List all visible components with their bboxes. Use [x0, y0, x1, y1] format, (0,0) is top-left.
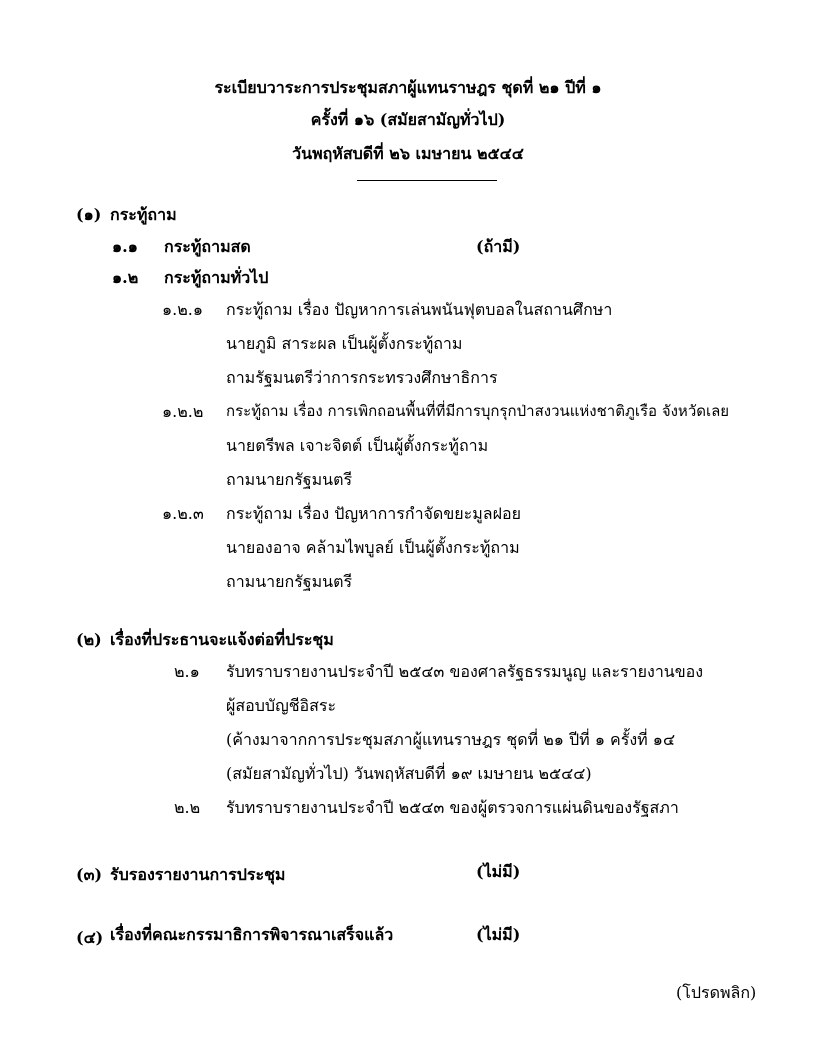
section-1-1-note: (ถ้ามี) — [476, 237, 521, 256]
section-1-2-number: ๑.๒ — [112, 268, 139, 287]
section-3-number: (๓) — [76, 865, 103, 884]
section-1-1-number: ๑.๑ — [112, 237, 138, 256]
item-1-2-3-asker: นายองอาจ คล้ามไพบูลย์ เป็นผู้ตั้งกระทู้ถาม — [226, 538, 520, 557]
section-2-1-line-2: ผู้สอบบัญชีอิสระ — [226, 696, 337, 715]
item-1-2-3-number: ๑.๒.๓ — [162, 504, 204, 523]
section-2-1-number: ๒.๑ — [174, 662, 200, 681]
header-divider — [357, 180, 497, 181]
section-1-1-title: กระทู้ถามสด — [164, 237, 251, 256]
section-2-number: (๒) — [76, 630, 102, 649]
section-2-1-line-3: (ค้างมาจากการประชุมสภาผู้แทนราษฎร ชุดที่ ๒๑ ปีที่ ๑ ครั้งที่ ๑๔ — [226, 730, 676, 749]
section-1-title: กระทู้ถาม — [110, 205, 177, 224]
item-1-2-1-addressee: ถามรัฐมนตรีว่าการกระทรวงศึกษาธิการ — [226, 368, 498, 387]
item-1-2-2-subject: กระทู้ถาม เรื่อง การเพิกถอนพื้นที่ที่มีการบุกรุกป่าสงวนแห่งชาติภูเรือ จังหวัดเลย — [226, 402, 730, 420]
item-1-2-1-asker: นายภูมิ สาระผล เป็นผู้ตั้งกระทู้ถาม — [226, 334, 463, 353]
section-3-note: (ไม่มี) — [476, 862, 521, 881]
turn-page-note: (โปรดพลิก) — [676, 983, 757, 1002]
section-4-number: (๔) — [76, 928, 104, 947]
item-1-2-3-subject: กระทู้ถาม เรื่อง ปัญหาการกำจัดขยะมูลฝอย — [226, 504, 521, 523]
section-1-2-title: กระทู้ถามทั่วไป — [164, 268, 269, 287]
header-line-1: ระเบียบวาระการประชุมสภาผู้แทนราษฎร ชุดที่ ๒๑ ปีที่ ๑ — [214, 78, 602, 97]
section-2-2-number: ๒.๒ — [174, 798, 201, 817]
header-line-3: วันพฤหัสบดีที่ ๒๖ เมษายน ๒๕๔๔ — [292, 144, 524, 163]
section-4-title: เรื่องที่คณะกรรมาธิการพิจารณาเสร็จแล้ว — [110, 925, 394, 944]
item-1-2-2-number: ๑.๒.๒ — [162, 402, 204, 421]
section-1-number: (๑) — [76, 205, 102, 224]
item-1-2-3-addressee: ถามนายกรัฐมนตรี — [226, 572, 353, 591]
item-1-2-2-asker: นายตรีพล เจาะจิตต์ เป็นผู้ตั้งกระทู้ถาม — [226, 436, 489, 455]
section-2-title: เรื่องที่ประธานจะแจ้งต่อที่ประชุม — [110, 630, 334, 649]
header-line-2: ครั้งที่ ๑๖ (สมัยสามัญทั่วไป) — [310, 110, 506, 129]
item-1-2-1-number: ๑.๒.๑ — [162, 300, 204, 319]
section-3-title: รับรองรายงานการประชุม — [110, 865, 286, 884]
item-1-2-1-subject: กระทู้ถาม เรื่อง ปัญหาการเล่นพนันฟุตบอลในสถานศึกษา — [226, 300, 613, 319]
section-4-note: (ไม่มี) — [476, 925, 521, 944]
section-2-2-line-1: รับทราบรายงานประจำปี ๒๕๔๓ ของผู้ตรวจการแผ่นดินของรัฐสภา — [226, 798, 679, 817]
item-1-2-2-addressee: ถามนายกรัฐมนตรี — [226, 470, 353, 489]
section-2-1-line-4: (สมัยสามัญทั่วไป) วันพฤหัสบดีที่ ๑๙ เมษายน ๒๕๔๔) — [226, 764, 592, 783]
section-2-1-line-1: รับทราบรายงานประจำปี ๒๕๔๓ ของศาลรัฐธรรมนูญ และรายงานของ — [226, 662, 704, 681]
